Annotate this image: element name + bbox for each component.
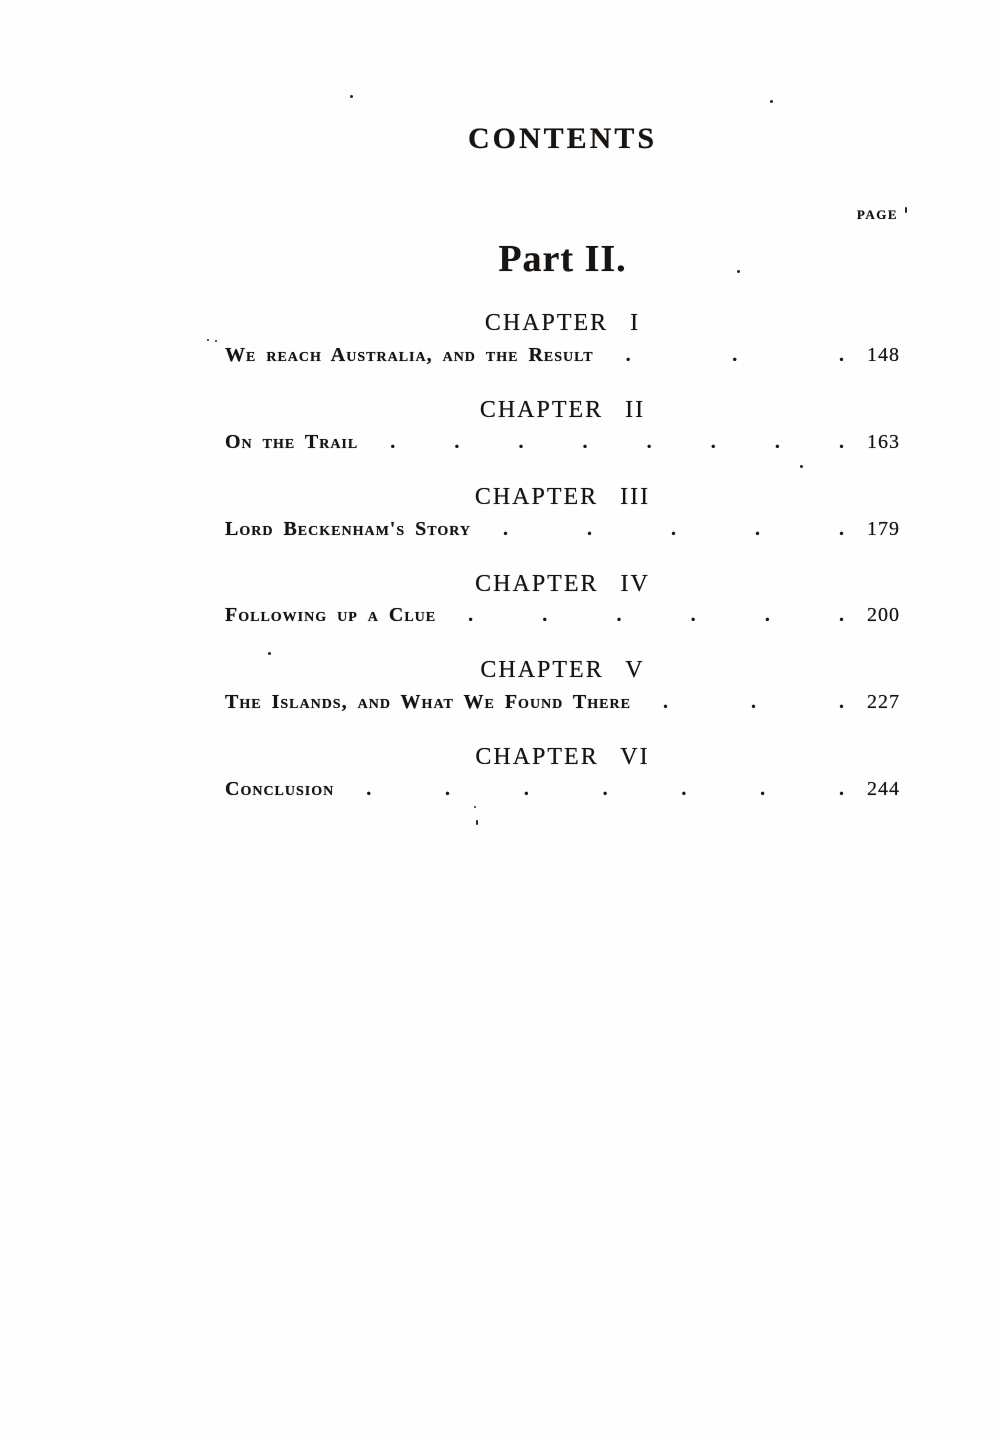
- chapter-3-heading: CHAPTER III: [474, 483, 651, 510]
- leader-dot: .: [754, 517, 760, 540]
- leader-dots: [436, 603, 860, 627]
- leader-dot: .: [710, 430, 716, 453]
- leader-dot: .: [838, 604, 844, 627]
- scan-speck: [207, 339, 209, 341]
- chapter-5-title: The Islands, and What We Found There: [225, 691, 631, 714]
- leader-dot: .: [838, 517, 844, 540]
- chapter-4-heading: CHAPTER IV: [475, 570, 650, 597]
- leader-dot: .: [625, 343, 631, 366]
- chapter-6-page-number: 244: [867, 777, 900, 800]
- leader-dot: .: [662, 691, 668, 714]
- leader-dots: [631, 690, 860, 714]
- leader-dots: [334, 777, 860, 801]
- scan-speck: [215, 340, 217, 342]
- toc-entry: [225, 517, 900, 541]
- leader-dot: .: [670, 517, 676, 540]
- leader-dot: .: [839, 691, 844, 714]
- leader-dot: .: [523, 777, 529, 800]
- chapter-1-heading: CHAPTER I: [484, 310, 641, 337]
- chapter-3-title: Lord Beckenham's Story: [225, 517, 471, 540]
- leader-dot: .: [839, 343, 844, 366]
- leader-dot: .: [732, 343, 738, 366]
- leader-dots: [594, 343, 860, 367]
- leader-dot: .: [390, 430, 396, 453]
- scan-speck: [905, 207, 907, 213]
- leader-dot: .: [602, 777, 608, 800]
- leader-dot: .: [646, 430, 652, 453]
- leader-dot: .: [502, 517, 508, 540]
- contents-column: [225, 0, 900, 801]
- chapter-1-title: We reach Australia, and the Result: [225, 343, 594, 366]
- chapter-6-heading: CHAPTER VI: [475, 744, 650, 771]
- leader-dot: .: [454, 430, 460, 453]
- chapter-3-page-number: 179: [867, 517, 900, 540]
- chapter-2-page-number: 163: [867, 430, 900, 453]
- chapter-1-page-number: 148: [867, 343, 900, 366]
- chapter-6-section: [225, 743, 900, 801]
- chapter-2-heading: CHAPTER II: [479, 396, 646, 423]
- scan-speck: [268, 652, 271, 655]
- leader-dot: .: [681, 777, 687, 800]
- chapter-4-title: Following up a Clue: [225, 604, 437, 627]
- toc-entry: [225, 690, 900, 714]
- chapter-5-page-number: 227: [867, 691, 900, 714]
- chapter-3-section: [225, 483, 900, 541]
- leader-dots: [471, 517, 860, 541]
- leader-dot: .: [760, 777, 766, 800]
- toc-entry: [225, 603, 900, 627]
- leader-dot: .: [586, 517, 592, 540]
- toc-entry: [225, 430, 900, 454]
- page-title: CONTENTS: [467, 122, 658, 155]
- leader-dot: .: [690, 604, 696, 627]
- scan-speck: [474, 806, 476, 808]
- scan-speck: [800, 465, 803, 468]
- chapter-2-section: [225, 396, 900, 454]
- leader-dot: .: [518, 430, 524, 453]
- leader-dot: .: [582, 430, 588, 453]
- chapter-4-page-number: 200: [867, 604, 900, 627]
- leader-dot: .: [838, 777, 844, 800]
- chapter-5-section: [225, 656, 900, 714]
- leader-dot: .: [445, 777, 451, 800]
- chapter-2-title: On the Trail: [225, 430, 359, 453]
- toc-entry: [225, 343, 900, 367]
- part-heading: Part II.: [498, 237, 627, 280]
- leader-dot: .: [366, 777, 372, 800]
- scan-speck: [476, 820, 478, 825]
- leader-dot: .: [774, 430, 780, 453]
- chapter-6-title: Conclusion: [225, 777, 335, 800]
- leader-dots: [358, 430, 860, 454]
- leader-dot: .: [542, 604, 548, 627]
- leader-dot: .: [838, 430, 844, 453]
- chapter-4-section: [225, 570, 900, 628]
- leader-dot: .: [616, 604, 622, 627]
- leader-dot: .: [468, 604, 474, 627]
- scan-speck: [350, 95, 353, 98]
- chapter-1-section: [225, 309, 900, 367]
- page-column-label: PAGE: [856, 207, 898, 222]
- chapter-5-heading: CHAPTER V: [480, 657, 645, 684]
- scan-speck: [737, 270, 740, 273]
- leader-dot: .: [750, 691, 756, 714]
- toc-entry: [225, 777, 900, 801]
- leader-dot: .: [764, 604, 770, 627]
- scan-speck: [770, 100, 773, 103]
